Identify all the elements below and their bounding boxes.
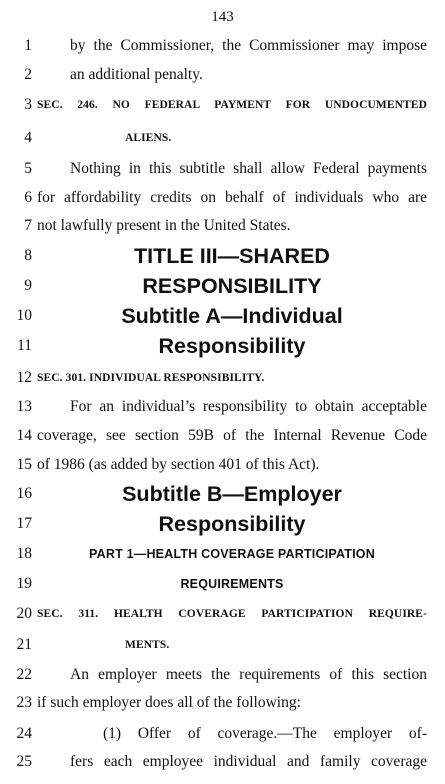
line-text: ALIENS. [125,132,172,144]
text-line [0,62,445,88]
section-heading [0,601,445,627]
line-number: 5 [24,160,32,177]
section-heading [0,632,445,658]
title-heading [0,273,445,299]
section-heading [0,125,445,151]
line-number: 20 [16,605,32,622]
text-line [0,394,445,420]
line-text: Responsibility [158,334,306,358]
line-number: 21 [16,636,32,653]
line-text: (1) Offer of coverage.—The employer of- [103,725,427,742]
line-number: 2 [24,66,32,83]
page-number: 143 [211,9,234,25]
subtitle-heading [0,303,445,329]
section-heading [0,92,445,118]
line-number: 22 [16,666,32,683]
line-text: TITLE III—SHARED [134,244,330,268]
line-text: an additional penalty. [70,66,203,83]
line-number: 15 [16,456,32,473]
line-text: if such employer does all of the following: [37,694,301,711]
line-text: For an individual’s responsibility to obtain acceptable [70,398,427,415]
part-heading [0,571,445,597]
line-number: 14 [16,427,32,444]
text-line [0,156,445,182]
line-number: 8 [24,247,32,264]
section-heading [0,365,445,391]
text-line [0,749,445,775]
line-number: 12 [16,369,32,386]
line-number: 3 [24,96,32,113]
part-heading [0,541,445,567]
subtitle-heading [0,481,445,507]
line-number: 25 [16,753,32,770]
subtitle-heading [0,511,445,537]
text-line [0,423,445,449]
line-number: 10 [16,307,32,324]
text-line [0,662,445,688]
line-number: 4 [24,129,32,146]
text-line [0,213,445,239]
line-number: 7 [24,217,32,234]
line-number: 23 [16,694,32,711]
line-text: coverage, see section 59B of the Internal Revenue Code [37,427,427,444]
title-heading [0,243,445,269]
line-number: 17 [16,515,32,532]
text-line [0,185,445,211]
line-number: 9 [24,277,32,294]
line-text: PART 1—HEALTH COVERAGE PARTICIPATION [89,547,375,561]
line-number: 1 [24,37,32,54]
line-text: fers each employee individual and family coverage [70,753,427,770]
line-number: 24 [16,725,32,742]
line-text: SEC. 246. NO FEDERAL PAYMENT FOR UNDOCUMENTED [37,99,427,111]
line-number: 11 [17,337,32,354]
line-number: 13 [16,398,32,415]
line-text: for affordability credits on behalf of individuals who are [37,189,427,206]
text-line [0,721,445,747]
line-number: 16 [16,485,32,502]
line-text: SEC. 311. HEALTH COVERAGE PARTICIPATION REQUIRE- [37,608,427,620]
text-line [0,690,445,716]
line-text: An employer meets the requirements of this section [70,666,427,683]
line-text: MENTS. [125,639,170,651]
line-text: RESPONSIBILITY [142,274,322,298]
line-text: by the Commissioner, the Commissioner may impose [70,37,427,54]
line-text: SEC. 301. INDIVIDUAL RESPONSIBILITY. [37,372,265,384]
text-line [0,452,445,478]
line-number: 18 [16,545,32,562]
line-text: REQUIREMENTS [180,577,284,591]
line-number: 19 [16,575,32,592]
line-text: not lawfully present in the United States. [37,217,291,234]
line-text: Subtitle A—Individual [121,304,343,328]
subtitle-heading [0,333,445,359]
line-text: Nothing in this subtitle shall allow Federal payments [70,160,427,177]
text-line [0,33,445,59]
line-text: of 1986 (as added by section 401 of this Act). [37,456,320,473]
line-text: Subtitle B—Employer [122,482,342,506]
line-number: 6 [24,189,32,206]
line-text: Responsibility [158,512,306,536]
